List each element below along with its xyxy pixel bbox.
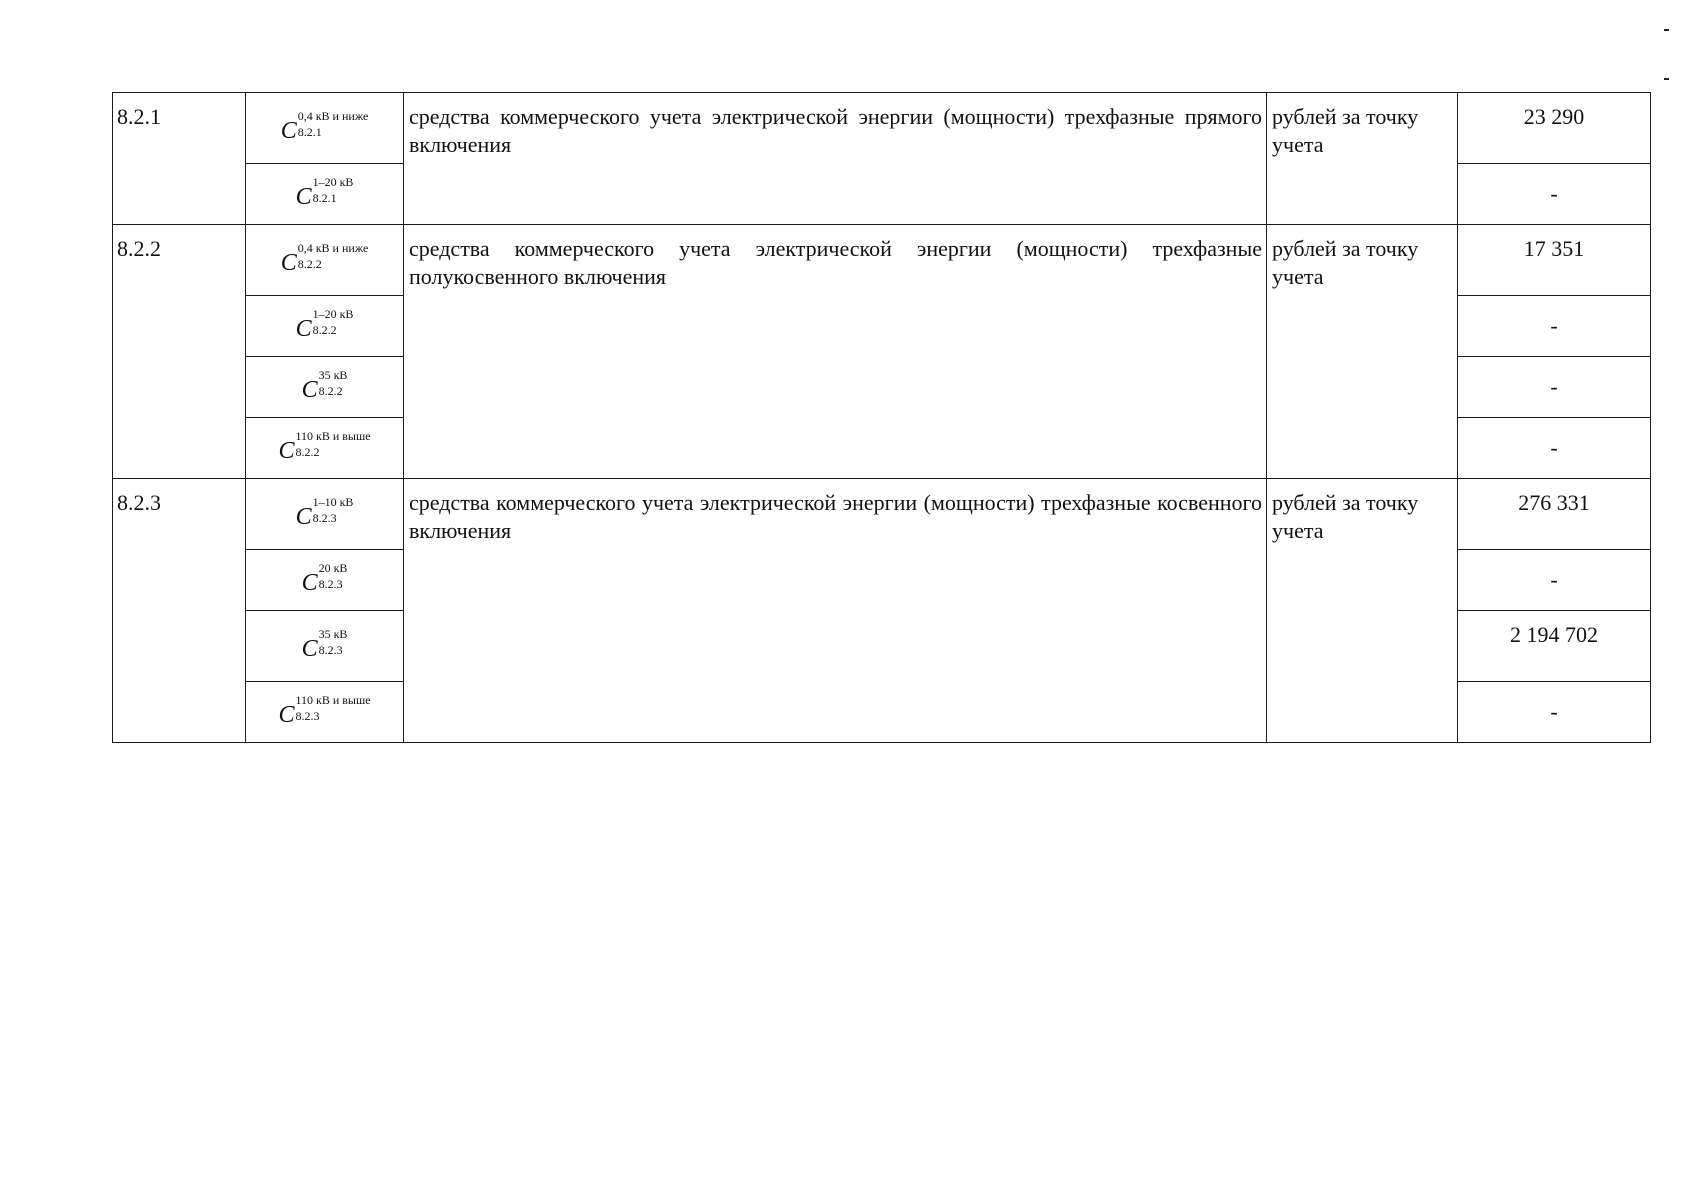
item-description: средства коммерческого учета электрической энергии (мощности) трехфазные полукосвенного включения — [404, 225, 1267, 479]
rate-symbol: C 110 кВ и выше 8.2.3 — [278, 693, 371, 728]
rate-symbol-cell — [246, 550, 404, 611]
item-number: 8.2.3 — [113, 479, 246, 743]
item-number: 8.2.2 — [113, 225, 246, 479]
item-description: средства коммерческого учета электрической энергии (мощности) трехфазные косвенного включения — [404, 479, 1267, 743]
item-number: 8.2.1 — [113, 93, 246, 225]
rate-symbol: C 35 кВ 8.2.2 — [301, 368, 348, 403]
rate-value: - — [1458, 164, 1651, 225]
item-description: средства коммерческого учета электрической энергии (мощности) трехфазные прямого включения — [404, 93, 1267, 225]
rate-symbol: C 110 кВ и выше 8.2.2 — [278, 429, 371, 464]
rate-symbol: C 0,4 кВ и ниже 8.2.2 — [280, 241, 369, 276]
rate-symbol: C 0,4 кВ и ниже 8.2.1 — [280, 109, 369, 144]
rate-value: 276 331 — [1458, 479, 1651, 550]
rate-value: - — [1458, 296, 1651, 357]
rate-symbol-cell — [246, 164, 404, 225]
rate-symbol-cell — [246, 357, 404, 418]
rate-symbol-cell — [246, 296, 404, 357]
rate-value: - — [1458, 357, 1651, 418]
rate-symbol: C 35 кВ 8.2.3 — [301, 627, 348, 662]
rate-symbol: C 1–20 кВ 8.2.2 — [295, 307, 354, 342]
rate-symbol-cell — [246, 225, 404, 296]
tariff-table — [112, 92, 1651, 743]
rate-value: - — [1458, 550, 1651, 611]
rate-symbol: C 1–20 кВ 8.2.1 — [295, 175, 354, 210]
rate-symbol-cell — [246, 611, 404, 682]
rate-symbol-cell — [246, 682, 404, 743]
rate-value: 2 194 702 — [1458, 611, 1651, 682]
table-row — [113, 225, 1651, 296]
item-unit: рублей за точку учета — [1267, 479, 1458, 743]
item-unit: рублей за точку учета — [1267, 225, 1458, 479]
rate-value: 23 290 — [1458, 93, 1651, 164]
margin-dash-mark — [1664, 78, 1669, 80]
rate-symbol-cell — [246, 479, 404, 550]
rate-value: - — [1458, 682, 1651, 743]
rate-symbol: C 1–10 кВ 8.2.3 — [295, 495, 354, 530]
rate-value: - — [1458, 418, 1651, 479]
item-unit: рублей за точку учета — [1267, 93, 1458, 225]
rate-value: 17 351 — [1458, 225, 1651, 296]
rate-symbol-cell — [246, 93, 404, 164]
table-row — [113, 93, 1651, 164]
rate-symbol-cell — [246, 418, 404, 479]
margin-dash-mark — [1664, 29, 1669, 31]
table-row — [113, 479, 1651, 550]
rate-symbol: C 20 кВ 8.2.3 — [301, 561, 348, 596]
